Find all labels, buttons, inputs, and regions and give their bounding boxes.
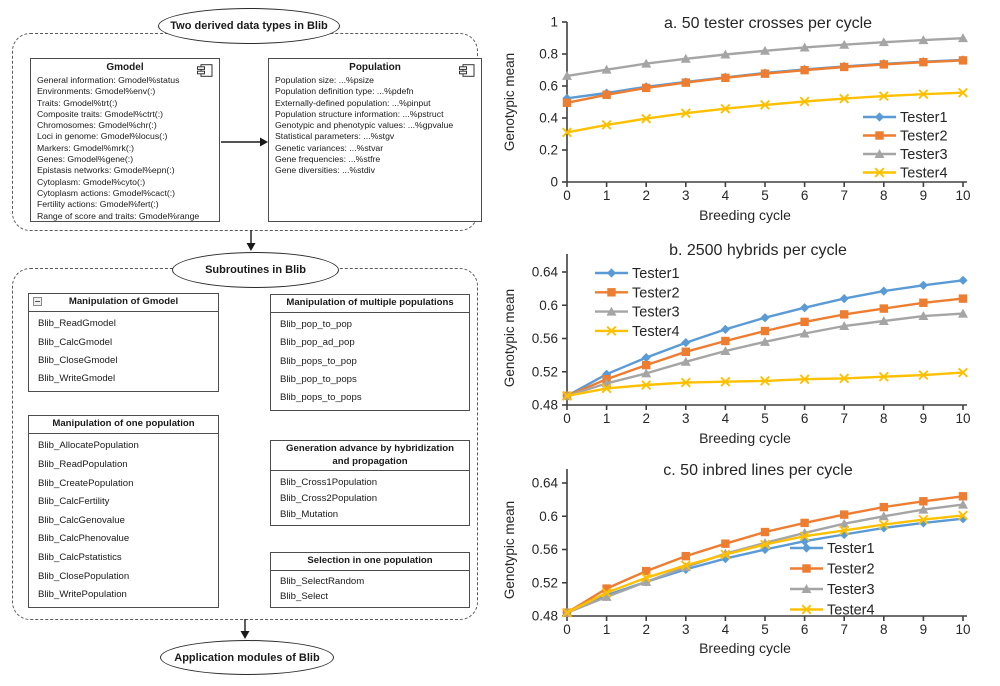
svg-text:7: 7 [840,411,848,426]
list-item: Blib_Mutation [280,508,339,520]
subroutine-list [271,313,469,411]
list-item: Composite traits: Gmodel%ctrt(:) [37,108,163,119]
group-title-derived-data-types [158,8,340,44]
list-item: Population size: ...%psize [275,75,374,85]
svg-text:0: 0 [563,622,571,637]
svg-text:4: 4 [721,188,730,203]
svg-text:Tester3: Tester3 [900,147,948,163]
group-title-text: Application modules of Blib [174,651,320,664]
svg-text:Tester3: Tester3 [632,304,680,321]
list-item: Blib_WriteGmodel [38,373,116,385]
list-item: Traits: Gmodel%trt(:) [37,97,118,108]
svg-text:1: 1 [602,411,611,426]
svg-text:Tester1: Tester1 [827,541,875,557]
list-item: General information: Gmodel%status [37,75,180,85]
box-header: Manipulation of multiple populations [286,297,454,308]
svg-text:8: 8 [880,188,888,203]
svg-text:Tester1: Tester1 [900,110,948,126]
chart-a [500,0,1000,230]
svg-text:4: 4 [721,622,730,637]
generation-advance-box [270,440,470,526]
svg-text:b. 2500 hybrids per cycle: b. 2500 hybrids per cycle [669,242,847,259]
list-item: Genotypic and phenotypic values: ...%gpvalue [275,120,454,131]
svg-text:5: 5 [761,188,769,203]
group-title-subroutines [172,252,339,288]
svg-text:Tester2: Tester2 [827,561,875,578]
svg-text:10: 10 [955,622,971,637]
population-box [268,58,482,222]
svg-text:Tester2: Tester2 [900,128,948,145]
list-item: Gene diversities: ...%stdiv [275,165,375,176]
list-item: Blib_ClosePopulation [38,570,130,582]
box-header: Selection in one population [307,555,433,566]
svg-text:9: 9 [919,411,928,426]
svg-text:a. 50 tester crosses per cycle: a. 50 tester crosses per cycle [663,15,873,32]
svg-text:0.48: 0.48 [531,608,558,624]
list-item: Blib_CalcGenovalue [38,514,125,526]
list-item: Blib_WritePopulation [38,589,127,601]
svg-text:10: 10 [955,188,971,203]
svg-text:0.8: 0.8 [539,46,558,62]
svg-text:8: 8 [880,411,888,426]
population-title: Population [349,62,401,73]
list-item: Markers: Gmodel%mrk(:) [37,142,135,153]
group-title-text: Subroutines in Blib [205,264,306,276]
svg-text:Tester4: Tester4 [632,323,680,340]
svg-text:10: 10 [955,411,971,426]
list-item: Environments: Gmodel%env(:) [37,86,156,97]
chart-a-canvas [500,0,1000,230]
svg-text:Tester2: Tester2 [632,285,680,302]
uml-component-icon [459,64,475,77]
list-item: Blib_CalcGmodel [38,336,113,348]
svg-text:0.6: 0.6 [539,508,558,524]
list-item: Genetic variances: ...%stvar [275,142,384,153]
gmodel-title: Gmodel [106,62,144,73]
chart-c [500,455,1000,681]
subroutine-list [29,312,218,392]
list-item: Blib_AllocatePopulation [38,440,139,452]
svg-text:c. 50 inbred lines per cycle: c. 50 inbred lines per cycle [663,462,853,479]
box-header: Manipulation of Gmodel [68,296,179,307]
svg-text:1: 1 [602,622,611,637]
svg-text:0: 0 [550,174,558,190]
application-modules-ellipse [160,640,334,675]
svg-text:0.6: 0.6 [539,297,558,313]
svg-text:0: 0 [563,411,571,426]
list-item: Blib_CalcPhenovalue [38,533,130,545]
svg-text:3: 3 [682,411,690,426]
list-item: Blib_Select [280,590,328,602]
svg-text:3: 3 [682,188,690,203]
svg-text:0.52: 0.52 [531,364,558,380]
svg-text:8: 8 [880,622,888,637]
svg-text:7: 7 [840,188,848,203]
list-item: Blib_pop_to_pop [280,319,353,331]
svg-text:1: 1 [602,188,611,203]
svg-text:5: 5 [761,622,769,637]
svg-text:0.52: 0.52 [531,575,558,591]
list-item: Fertility actions: Gmodel%fert(:) [37,199,159,210]
list-item: Blib_pop_ad_pop [280,337,355,349]
list-item: Blib_CalcFertility [38,496,110,508]
svg-text:0.64: 0.64 [531,475,558,491]
list-item: Blib_Cross1Population [280,476,378,488]
manipulation-of-multiple-populations-box [270,294,470,411]
svg-text:0.48: 0.48 [531,397,558,413]
list-item: Blib_ReadGmodel [38,318,116,330]
svg-text:Tester3: Tester3 [827,582,875,598]
svg-text:Breeding cycle: Breeding cycle [699,207,791,223]
list-item: Blib_pops_to_pop [280,355,357,367]
subroutine-list [271,471,469,525]
svg-text:4: 4 [721,411,730,426]
svg-text:Tester4: Tester4 [827,602,875,619]
list-item: Blib_CreatePopulation [38,477,134,489]
list-item: Blib_ReadPopulation [38,458,128,470]
box-header: Manipulation of one population [52,418,195,429]
subroutine-list [271,571,469,608]
list-item: Gene frequencies: ...%stfre [275,154,381,165]
svg-text:Genotypic mean: Genotypic mean [502,52,517,152]
gmodel-box [30,58,220,222]
uml-component-icon [197,64,213,77]
chart-b [500,230,1000,455]
svg-text:2: 2 [642,411,650,426]
svg-text:0.64: 0.64 [531,264,558,280]
manipulation-of-gmodel-box [28,293,219,392]
gmodel-item-list [37,75,213,222]
selection-box [270,552,470,608]
svg-text:Genotypic mean: Genotypic mean [502,500,517,600]
list-item: Blib_CloseGmodel [38,354,118,366]
subroutine-list [29,434,218,608]
svg-text:Genotypic mean: Genotypic mean [502,288,517,388]
list-item: Population structure information: ...%pstruct [275,108,444,119]
svg-text:0.4: 0.4 [539,110,558,126]
svg-text:Tester4: Tester4 [900,165,948,182]
list-item: Externally-defined population: ...%pinput [275,97,431,108]
list-item: Statistical parameters: ...%stgv [275,131,395,142]
list-item: Cytoplasm actions: Gmodel%cact(:) [37,187,176,198]
chart-c-canvas [500,455,1000,681]
list-item: Loci in genome: Gmodel%locus(:) [37,131,168,142]
list-item: Range of score and traits: Gmodel%range [37,210,200,221]
svg-text:0.56: 0.56 [531,331,558,346]
svg-text:9: 9 [919,188,928,203]
chart-b-canvas [500,230,1000,455]
list-item: Blib_Cross2Population [280,492,378,504]
svg-text:0.2: 0.2 [539,142,558,158]
list-item: Cytoplasm: Gmodel%cyto(:) [37,176,146,187]
svg-text:3: 3 [682,622,690,637]
svg-text:7: 7 [840,622,848,637]
svg-text:Breeding cycle: Breeding cycle [699,430,791,446]
svg-text:0.56: 0.56 [531,542,558,557]
svg-text:6: 6 [800,622,809,637]
svg-text:2: 2 [642,188,650,203]
group-title-text: Two derived data types in Blib [170,20,328,32]
list-item: Chromosomes: Gmodel%chr(:) [37,120,157,131]
svg-text:0: 0 [563,188,571,203]
list-item: Population definition type: ...%pdefn [275,86,414,97]
svg-text:5: 5 [761,411,769,426]
svg-text:6: 6 [800,411,809,426]
list-item: Blib_pops_to_pops [280,392,362,404]
svg-text:1: 1 [550,14,558,30]
list-item: Blib_CalcPstatistics [38,551,122,563]
list-item: Blib_pop_to_pops [280,374,357,386]
svg-text:Tester1: Tester1 [632,266,680,282]
svg-text:Breeding cycle: Breeding cycle [699,640,791,656]
list-item: Epistasis networks: Gmodel%epn(:) [37,165,175,176]
svg-text:2: 2 [642,622,650,637]
collapse-minus-icon [33,297,42,306]
svg-text:0.6: 0.6 [539,78,558,94]
svg-text:9: 9 [919,622,928,637]
list-item: Blib_SelectRandom [280,575,365,587]
svg-text:6: 6 [800,188,809,203]
list-item: Genes: Gmodel%gene(:) [37,154,134,165]
box-header: Generation advance by hybridization and propagation [286,443,454,467]
manipulation-of-one-population-box [28,415,219,608]
population-item-list [275,75,475,177]
